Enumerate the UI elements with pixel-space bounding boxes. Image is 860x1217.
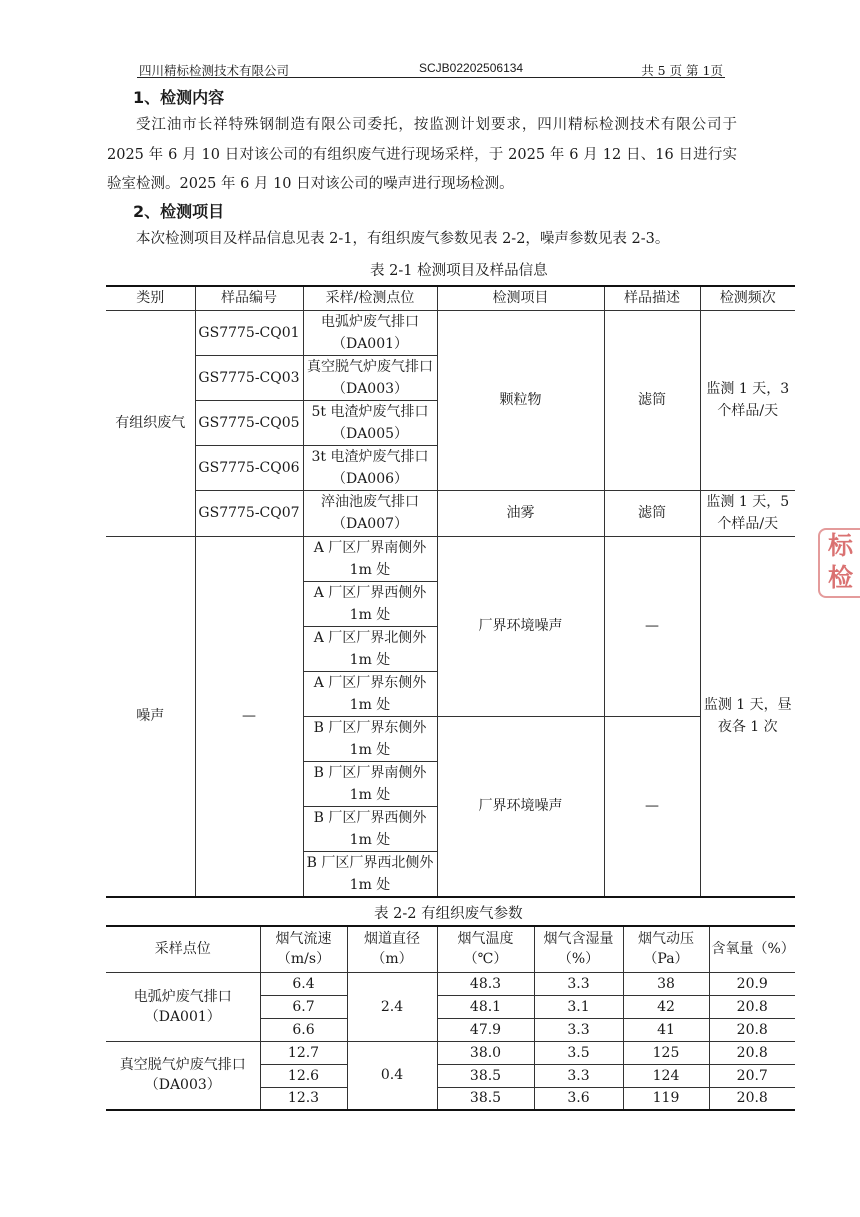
- pressure-cell: 125: [623, 1041, 709, 1064]
- sample-point-cell: B 厂区厂界西北侧外 1m 处: [303, 851, 437, 897]
- header-page-number: 共 5 页 第 1页: [641, 63, 723, 78]
- flow-velocity-cell: 6.4: [260, 972, 347, 995]
- sample-point-cell: 淬油池废气排口（DA007）: [303, 490, 437, 536]
- category-cell: 有组织废气: [106, 310, 195, 536]
- sample-desc-cell: 滤筒: [604, 490, 700, 536]
- sample-point-cell: B 厂区厂界南侧外 1m 处: [303, 761, 437, 806]
- temperature-cell: 48.1: [437, 995, 534, 1018]
- test-item-cell: 颗粒物: [437, 310, 604, 490]
- test-item-cell: 厂界环境噪声: [437, 716, 604, 897]
- test-item-cell: 油雾: [437, 490, 604, 536]
- humidity-cell: 3.3: [534, 972, 623, 995]
- pressure-cell: 38: [623, 972, 709, 995]
- section-1-title: 1、检测内容: [133, 88, 225, 107]
- oxygen-cell: 20.9: [709, 972, 795, 995]
- table-2-header-cell: 烟气动压（Pa）: [623, 926, 709, 972]
- flow-velocity-cell: 6.6: [260, 1018, 347, 1041]
- sample-point-cell: A 厂区厂界北侧外 1m 处: [303, 626, 437, 671]
- oxygen-cell: 20.8: [709, 1041, 795, 1064]
- category-cell: 噪声: [106, 536, 195, 897]
- pressure-cell: 41: [623, 1018, 709, 1041]
- table-1-header-cell: 检测频次: [700, 286, 795, 310]
- temperature-cell: 38.0: [437, 1041, 534, 1064]
- table-1-header-cell: 样品描述: [604, 286, 700, 310]
- humidity-cell: 3.3: [534, 1064, 623, 1087]
- table-row: [106, 310, 795, 355]
- header-company: 四川精标检测技术有限公司: [139, 63, 290, 78]
- table-2-header-cell: 烟气温度（℃）: [437, 926, 534, 972]
- section-1-paragraph: 受江油市长祥特殊钢制造有限公司委托，按监测计划要求，四川精标检测技术有限公司于 2025 年 6 月 10 日对该公司的有组织废气进行现场采样，于 2025 年 6 月 12 日、16 日进行实验室检测。2025 年 6 月 10 日对该公司的噪声进行现场检测。: [107, 117, 737, 192]
- frequency-cell: 监测 1 天，昼夜各 1 次: [700, 536, 795, 897]
- sample-point-cell: 5t 电渣炉废气排口（DA005）: [303, 400, 437, 445]
- temperature-cell: 48.3: [437, 972, 534, 995]
- sample-point-cell: B 厂区厂界东侧外 1m 处: [303, 716, 437, 761]
- sample-desc-cell: —: [604, 536, 700, 716]
- table-1-caption: 表 2-1 检测项目及样品信息: [370, 263, 548, 279]
- humidity-cell: 3.3: [534, 1018, 623, 1041]
- table-2-exhaust-params: [106, 925, 795, 1111]
- section-2-title: 2、检测项目: [133, 202, 225, 221]
- flow-velocity-cell: 12.6: [260, 1064, 347, 1087]
- flow-velocity-cell: 6.7: [260, 995, 347, 1018]
- table-1-header-cell: 采样/检测点位: [303, 286, 437, 310]
- pressure-cell: 124: [623, 1064, 709, 1087]
- oxygen-cell: 20.8: [709, 1018, 795, 1041]
- sample-point-cell: 3t 电渣炉废气排口（DA006）: [303, 445, 437, 490]
- oxygen-cell: 20.8: [709, 1087, 795, 1110]
- table-row: [106, 490, 795, 536]
- section-2-paragraph: 本次检测项目及样品信息见表 2-1，有组织废气参数见表 2-2，噪声参数见表 2-3。: [136, 231, 670, 247]
- pressure-cell: 42: [623, 995, 709, 1018]
- oxygen-cell: 20.7: [709, 1064, 795, 1087]
- humidity-cell: 3.6: [534, 1087, 623, 1110]
- table-2-header-cell: 烟气流速（m/s）: [260, 926, 347, 972]
- sample-point-cell: A 厂区厂界西侧外 1m 处: [303, 581, 437, 626]
- humidity-cell: 3.5: [534, 1041, 623, 1064]
- sample-desc-cell: 滤筒: [604, 310, 700, 490]
- table-row: [106, 536, 795, 581]
- frequency-cell: 监测 1 天，5 个样品/天: [700, 490, 795, 536]
- page-header: [137, 60, 725, 78]
- sample-id-cell: GS7775-CQ01: [195, 310, 303, 355]
- sample-id-cell: GS7775-CQ06: [195, 445, 303, 490]
- pressure-cell: 119: [623, 1087, 709, 1110]
- seal-stamp: 标 检: [818, 528, 860, 598]
- sample-point-cell: 电弧炉废气排口（DA001）: [303, 310, 437, 355]
- oxygen-cell: 20.8: [709, 995, 795, 1018]
- flow-velocity-cell: 12.3: [260, 1087, 347, 1110]
- test-item-cell: 厂界环境噪声: [437, 536, 604, 716]
- sample-id-cell: GS7775-CQ03: [195, 355, 303, 400]
- sample-desc-cell: —: [604, 716, 700, 897]
- table-1-header-cell: 样品编号: [195, 286, 303, 310]
- table-1-header-cell: 类别: [106, 286, 195, 310]
- sample-id-cell: GS7775-CQ07: [195, 490, 303, 536]
- sampling-point-cell: 真空脱气炉废气排口（DA003）: [106, 1041, 260, 1110]
- table-2-header-cell: 烟道直径（m）: [347, 926, 437, 972]
- table-1-header-cell: 检测项目: [437, 286, 604, 310]
- frequency-cell: 监测 1 天，3 个样品/天: [700, 310, 795, 490]
- table-row: [106, 972, 795, 995]
- temperature-cell: 38.5: [437, 1064, 534, 1087]
- header-report-code: SCJB02202506134: [419, 61, 524, 75]
- humidity-cell: 3.1: [534, 995, 623, 1018]
- sample-point-cell: A 厂区厂界东侧外 1m 处: [303, 671, 437, 716]
- table-2-header-cell: 烟气含湿量（%）: [534, 926, 623, 972]
- diameter-cell: 0.4: [347, 1041, 437, 1110]
- temperature-cell: 38.5: [437, 1087, 534, 1110]
- sample-point-cell: 真空脱气炉废气排口（DA003）: [303, 355, 437, 400]
- table-2-header-cell: 含氧量（%）: [709, 926, 795, 972]
- sampling-point-cell: 电弧炉废气排口（DA001）: [106, 972, 260, 1041]
- diameter-cell: 2.4: [347, 972, 437, 1041]
- temperature-cell: 47.9: [437, 1018, 534, 1041]
- table-2-caption: 表 2-2 有组织废气参数: [374, 906, 523, 922]
- sample-point-cell: A 厂区厂界南侧外 1m 处: [303, 536, 437, 581]
- table-1-sample-info: [106, 285, 795, 898]
- sample-id-cell: GS7775-CQ05: [195, 400, 303, 445]
- table-row: [106, 1041, 795, 1064]
- table-2-header-cell: 采样点位: [106, 926, 260, 972]
- sample-id-cell: —: [195, 536, 303, 897]
- flow-velocity-cell: 12.7: [260, 1041, 347, 1064]
- sample-point-cell: B 厂区厂界西侧外 1m 处: [303, 806, 437, 851]
